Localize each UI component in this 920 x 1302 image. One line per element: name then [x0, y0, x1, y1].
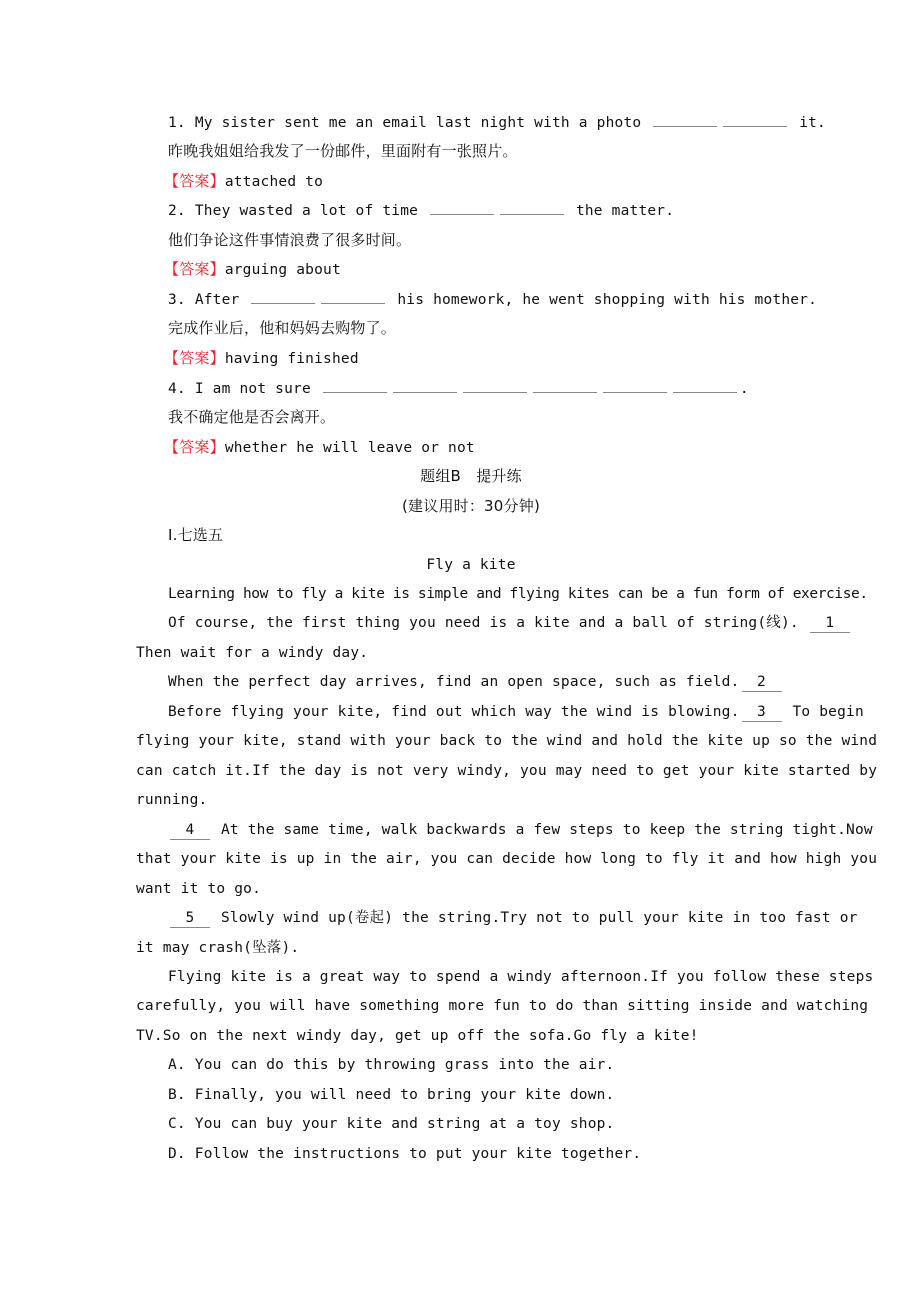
passage-paragraph-4-line-4: running. — [136, 792, 208, 808]
answer-blank — [251, 289, 315, 304]
exercise-2-question — [168, 200, 838, 221]
passage-title: Fly a kite — [426, 557, 516, 573]
answer-blank — [723, 112, 787, 127]
passage-paragraph-4-line-3: can catch it.If the day is not very windy, you may need to get your kite started by — [136, 763, 878, 779]
answer-blank — [321, 289, 385, 304]
exercise-4-answer — [164, 437, 834, 458]
answer-tag: 【答案】 — [164, 438, 225, 456]
passage-paragraph-5-line-3: want it to go. — [136, 881, 262, 897]
answer-text: whether he will leave or not — [224, 440, 475, 456]
question-number: 4. — [168, 381, 186, 397]
passage-paragraph-6-line-2: it may crash(坠落). — [136, 940, 300, 956]
passage-paragraph-5 — [168, 820, 873, 840]
exercise-3-question — [168, 289, 838, 310]
answer-blank — [500, 200, 564, 215]
answer-text: arguing about — [224, 262, 341, 278]
option-a: A. You can do this by throwing grass into the air. — [168, 1057, 615, 1073]
passage-text: To begin — [792, 704, 864, 720]
exercise-4-translation: 我不确定他是否会离开。 — [168, 408, 336, 426]
answer-blank — [463, 378, 527, 393]
question-text: They wasted a lot of time — [194, 203, 419, 219]
passage-text: Before flying your kite, find out which way the wind is blowing. — [168, 704, 740, 720]
passage-blank-2: 2 — [742, 674, 782, 692]
passage-paragraph-7: Flying kite is a great way to spend a windy afternoon.If you follow these steps — [168, 969, 874, 985]
passage-blank-4: 4 — [170, 822, 210, 840]
passage-paragraph-4-line-2: flying your kite, stand with your back to the wind and hold the kite up so the wind — [136, 733, 878, 749]
option-c: C. You can buy your kite and string at a toy shop. — [168, 1116, 615, 1132]
passage-paragraph-4 — [168, 702, 864, 722]
answer-tag: 【答案】 — [164, 260, 225, 278]
passage-text: Slowly wind up(卷起) the string.Try not to pull your kite in too fast or — [220, 910, 858, 926]
answer-blank — [603, 378, 667, 393]
question-number: 2. — [168, 203, 186, 219]
question-text-end: his homework, he went shopping with his mother. — [397, 292, 818, 308]
exercise-4-question — [168, 378, 838, 399]
question-number: 1. — [168, 115, 186, 131]
question-text-end: . — [739, 381, 749, 397]
option-d: D. Follow the instructions to put your kite together. — [168, 1146, 642, 1162]
passage-paragraph-6 — [168, 908, 858, 928]
exercise-3-translation: 完成作业后，他和妈妈去购物了。 — [168, 319, 397, 337]
answer-blank — [393, 378, 457, 393]
answer-tag: 【答案】 — [164, 349, 225, 367]
passage-paragraph-3 — [168, 672, 838, 692]
answer-blank — [430, 200, 494, 215]
question-text-end: the matter. — [575, 203, 675, 219]
exercise-3-answer — [164, 348, 834, 369]
passage-blank-5: 5 — [170, 910, 210, 928]
answer-blank — [653, 112, 717, 127]
answer-text: attached to — [224, 174, 324, 190]
exercise-2-translation: 他们争论这件事情浪费了很多时间。 — [168, 231, 412, 249]
exercise-1-translation: 昨晚我姐姐给我发了一份邮件，里面附有一张照片。 — [168, 142, 518, 160]
exercise-1-question — [168, 112, 838, 133]
answer-blank — [533, 378, 597, 393]
passage-text: At the same time, walk backwards a few steps to keep the string tight.Now — [220, 822, 873, 838]
part-label: Ⅰ.七选五 — [168, 526, 224, 544]
question-text: After — [194, 292, 240, 308]
answer-blank — [323, 378, 387, 393]
passage-blank-1: 1 — [810, 615, 850, 633]
passage-paragraph-2-cont: Then wait for a windy day. — [136, 645, 369, 661]
time-hint: (建议用时：30分钟) — [402, 497, 540, 515]
answer-blank — [673, 378, 737, 393]
question-number: 3. — [168, 292, 186, 308]
question-text-end: it. — [799, 115, 826, 131]
option-b: B. Finally, you will need to bring your kite down. — [168, 1087, 615, 1103]
passage-text: Of course, the first thing you need is a kite and a ball of string(线). — [168, 615, 799, 631]
answer-tag: 【答案】 — [164, 172, 225, 190]
section-heading: 题组B 提升练 — [420, 467, 522, 485]
passage-paragraph-1: Learning how to fly a kite is simple and flying kites can be a fun form of exercise. — [168, 586, 868, 602]
passage-paragraph-7-line-2: carefully, you will have something more fun to do than sitting inside and watching — [136, 998, 869, 1014]
exercise-2-answer — [164, 259, 834, 280]
question-text: I am not sure — [194, 381, 311, 397]
passage-paragraph-2 — [168, 613, 838, 633]
passage-paragraph-7-line-3: TV.So on the next windy day, get up off the sofa.Go fly a kite! — [136, 1028, 699, 1044]
passage-text: When the perfect day arrives, find an open space, such as field. — [168, 674, 740, 690]
passage-paragraph-5-line-2: that your kite is up in the air, you can decide how long to fly it and how high you — [136, 851, 878, 867]
answer-text: having finished — [224, 351, 359, 367]
passage-blank-3: 3 — [742, 704, 782, 722]
question-text: My sister sent me an email last night with a photo — [194, 115, 642, 131]
exercise-1-answer — [164, 171, 834, 192]
